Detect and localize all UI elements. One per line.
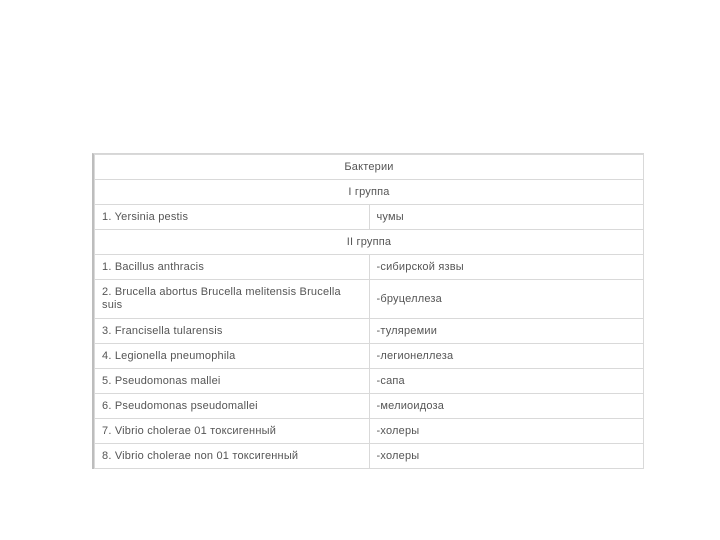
group1-heading: I группа [95, 180, 644, 205]
organism-cell: 5. Pseudomonas mallei [95, 369, 370, 394]
organism-cell: 6. Pseudomonas pseudomallei [95, 394, 370, 419]
disease-cell: -сапа [369, 369, 644, 394]
disease-cell: -сибирской язвы [369, 255, 644, 280]
group-heading-row [95, 180, 644, 205]
organism-cell: 2. Brucella abortus Brucella melitensis Brucella suis [95, 280, 370, 319]
disease-cell: -легионеллеза [369, 344, 644, 369]
bacteria-table-grid [94, 154, 644, 469]
disease-cell: -холеры [369, 444, 644, 469]
group2-heading: II группа [95, 230, 644, 255]
organism-cell: 4. Legionella pneumophila [95, 344, 370, 369]
table-row [95, 205, 644, 230]
bacteria-table [92, 153, 644, 469]
table-row [95, 394, 644, 419]
disease-cell: чумы [369, 205, 644, 230]
table-row [95, 319, 644, 344]
disease-cell: -бруцеллеза [369, 280, 644, 319]
table-row [95, 369, 644, 394]
table-title-row [95, 155, 644, 180]
disease-cell: -мелиоидоза [369, 394, 644, 419]
group-heading-row [95, 230, 644, 255]
organism-cell: 1. Yersinia pestis [95, 205, 370, 230]
table-row [95, 280, 644, 319]
table-row [95, 419, 644, 444]
disease-cell: -холеры [369, 419, 644, 444]
table-row [95, 344, 644, 369]
table-title: Бактерии [95, 155, 644, 180]
table-row [95, 444, 644, 469]
organism-cell: 8. Vibrio cholerae non 01 токсигенный [95, 444, 370, 469]
organism-cell: 7. Vibrio cholerae 01 токсигенный [95, 419, 370, 444]
organism-cell: 3. Francisella tularensis [95, 319, 370, 344]
disease-cell: -туляремии [369, 319, 644, 344]
organism-cell: 1. Bacillus anthracis [95, 255, 370, 280]
table-row [95, 255, 644, 280]
